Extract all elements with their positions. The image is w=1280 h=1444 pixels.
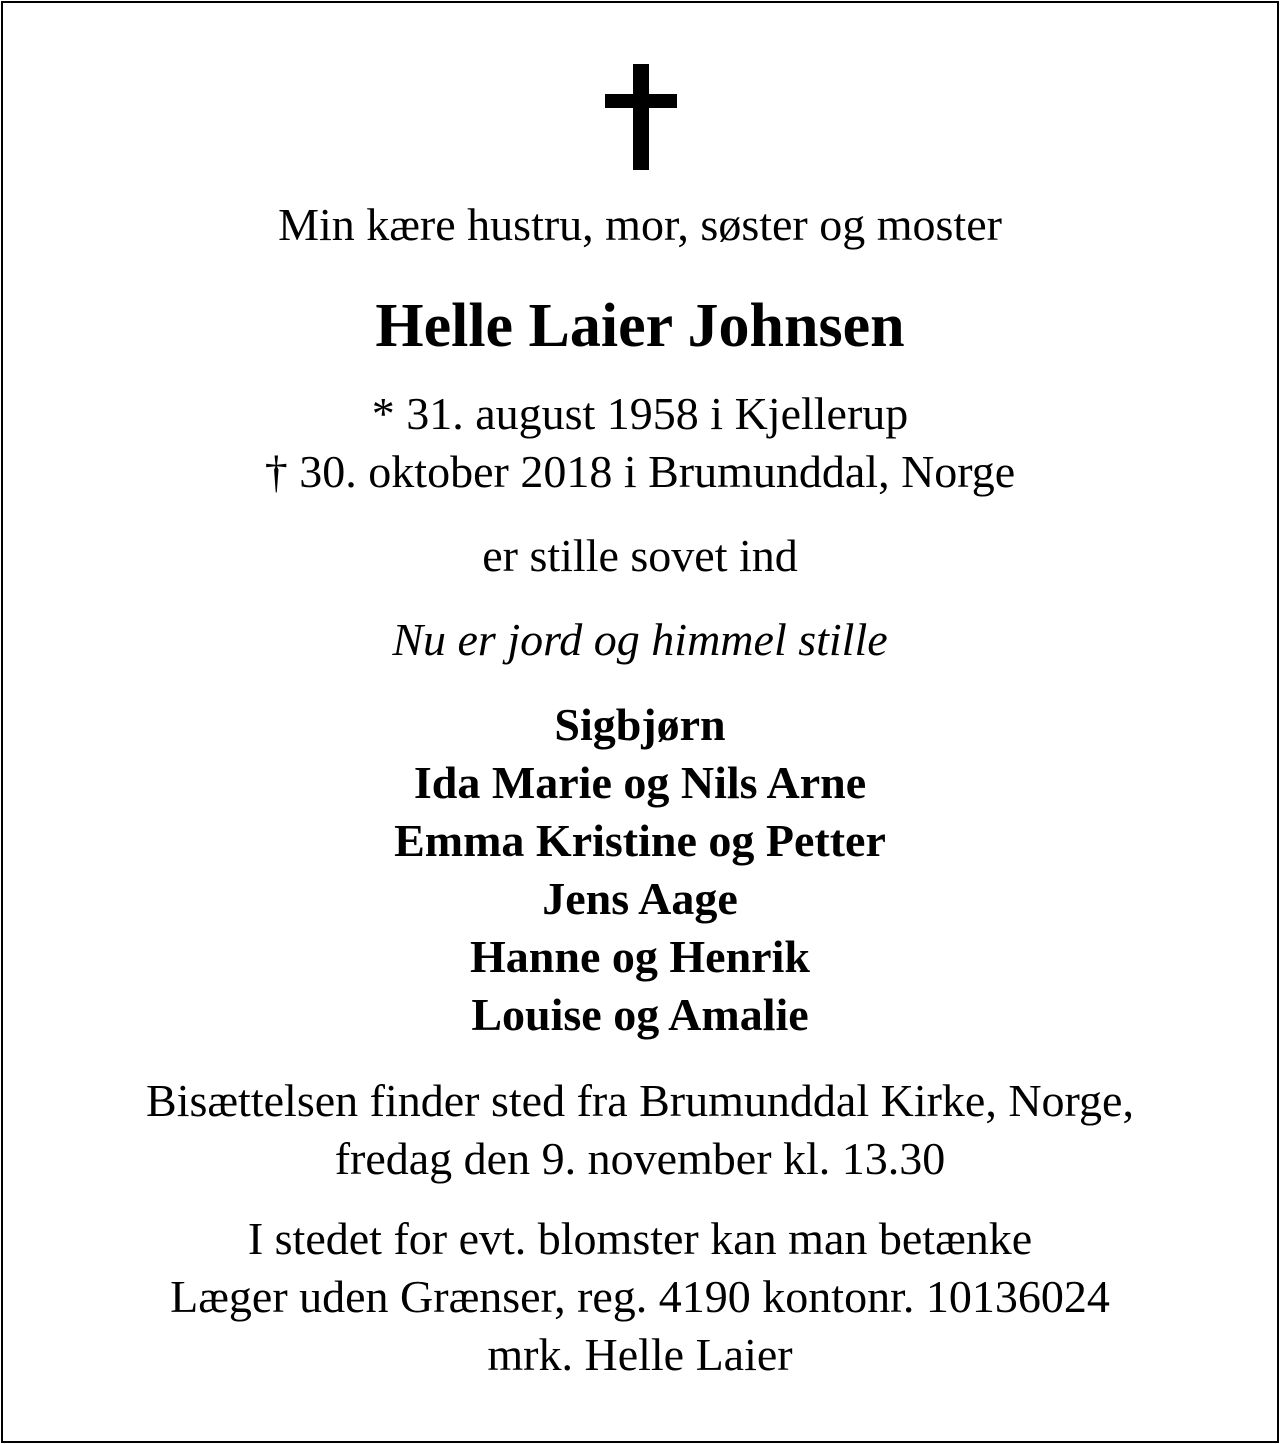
- mourner-name: Emma Kristine og Petter: [394, 815, 886, 866]
- birth-line: * 31. august 1958 i Kjellerup: [371, 388, 909, 439]
- intro-text: Min kære hustru, mor, søster og moster: [278, 199, 1002, 250]
- funeral-line: fredag den 9. november kl. 13.30: [334, 1133, 946, 1184]
- verse-text: Nu er jord og himmel stille: [392, 614, 888, 665]
- funeral-info: [0, 1072, 1280, 1188]
- donation-line: I stedet for evt. blomster kan man betænke: [247, 1213, 1033, 1264]
- mourner-name: Ida Marie og Nils Arne: [413, 757, 867, 808]
- donation-info: [0, 1210, 1280, 1384]
- mourner-name: Jens Aage: [542, 873, 738, 924]
- mourner-name: Louise og Amalie: [471, 989, 809, 1040]
- donation-line: Læger uden Grænser, reg. 4190 kontonr. 10136024: [170, 1271, 1110, 1322]
- donation-line: mrk. Helle Laier: [487, 1329, 793, 1380]
- funeral-line: Bisættelsen finder sted fra Brumunddal Kirke, Norge,: [146, 1075, 1134, 1126]
- mourner-name: Hanne og Henrik: [470, 931, 810, 982]
- mourner-name: Sigbjørn: [554, 699, 726, 750]
- deceased-name: Helle Laier Johnsen: [375, 292, 905, 360]
- cross-icon: [605, 64, 677, 170]
- mourners-list: [0, 696, 1280, 1044]
- death-line: † 30. oktober 2018 i Brumunddal, Norge: [264, 446, 1016, 497]
- rest-text: er stille sovet ind: [482, 530, 798, 581]
